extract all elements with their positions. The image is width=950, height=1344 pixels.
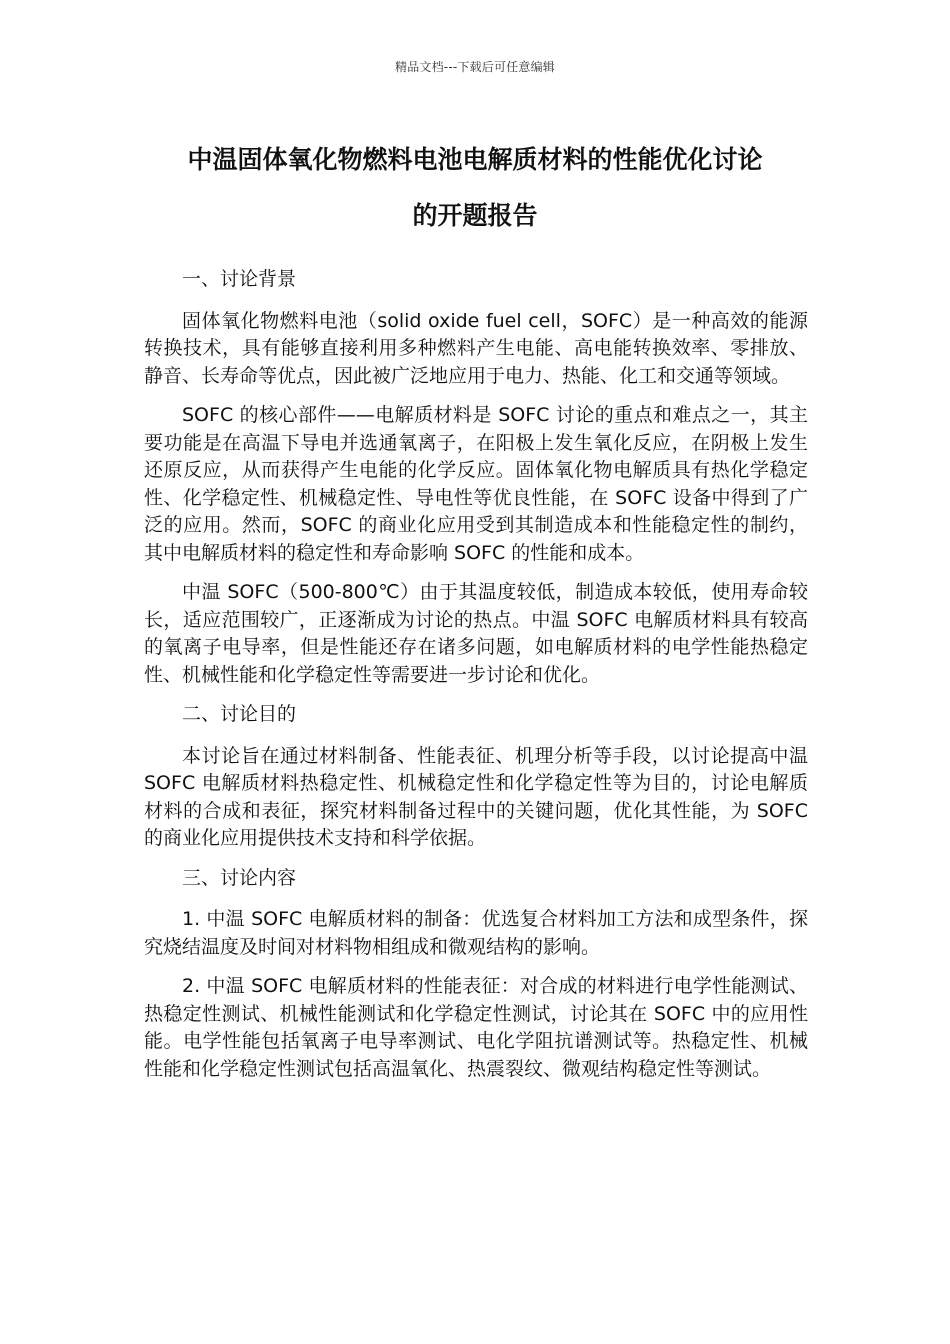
title-line-2: 的开题报告 — [412, 201, 538, 230]
paragraph-sofc-intro: 固体氧化物燃料电池（solid oxide fuel cell，SOFC）是一种高效的能源转换技术，具有能够直接利用多种燃料产生电能、高电能转换效率、零排放、静音、长寿命等优点，因此被广泛地应用于电力、热能、化工和交通等领域。 — [144, 309, 808, 387]
title-line-1: 中温固体氧化物燃料电池电解质材料的性能优化讨论 — [187, 145, 763, 174]
list-item-preparation: 1. 中温 SOFC 电解质材料的制备：优选复合材料加工方法和成型条件，探究烧结温度及时间对材料物相组成和微观结构的影响。 — [144, 908, 808, 958]
paragraph-intermediate-temp: 中温 SOFC（500-800℃）由于其温度较低，制造成本较低，使用寿命较长，适应范围较广，正逐渐成为讨论的热点。中温 SOFC 电解质材料具有较高的氧离子电导率，但是性能还存在诸多问题，如电解质材料的电学性能热稳定性、机械性能和化学稳定性等需要进一步讨论和优化。 — [144, 581, 808, 686]
header-note: 精品文档---下载后可任意编辑 — [395, 60, 555, 74]
paragraph-purpose: 本讨论旨在通过材料制备、性能表征、机理分析等手段，以讨论提高中温 SOFC 电解质材料热稳定性、机械稳定性和化学稳定性等为目的，讨论电解质材料的合成和表征，探究材料制备过程中的关键问题，优化其性能，为 SOFC 的商业化应用提供技术支持和科学依据。 — [144, 744, 808, 849]
list-item-characterization: 2. 中温 SOFC 电解质材料的性能表征：对合成的材料进行电学性能测试、热稳定性测试、机械性能测试和化学稳定性测试，讨论其在 SOFC 中的应用性能。电学性能包括氧离子电导率测试、电化学阻抗谱测试等。热稳定性、机械性能和化学稳定性测试包括高温氧化、热震裂纹、微观结构稳定性等测试。 — [144, 975, 808, 1080]
document-title — [120, 132, 830, 244]
section-heading-background: 一、讨论背景 — [182, 268, 297, 290]
document-body — [144, 266, 808, 1095]
section-heading-content: 三、讨论内容 — [182, 866, 297, 889]
section-heading-purpose: 二、讨论目的 — [182, 703, 297, 725]
paragraph-electrolyte-core: SOFC 的核心部件——电解质材料是 SOFC 讨论的重点和难点之一，其主要功能是在高温下导电并选通氧离子，在阳极上发生氧化反应，在阴极上发生还原反应，从而获得产生电能的化学反应。固体氧化物电解质具有热化学稳定性、化学稳定性、机械稳定性、导电性等优良性能，在 SOFC 设备中得到了广泛的应用。然而，SOFC 的商业化应用受到其制造成本和性能稳定性的制约，其中电解质材料的稳定性和寿命影响 SOFC 的性能和成本。 — [144, 404, 808, 564]
